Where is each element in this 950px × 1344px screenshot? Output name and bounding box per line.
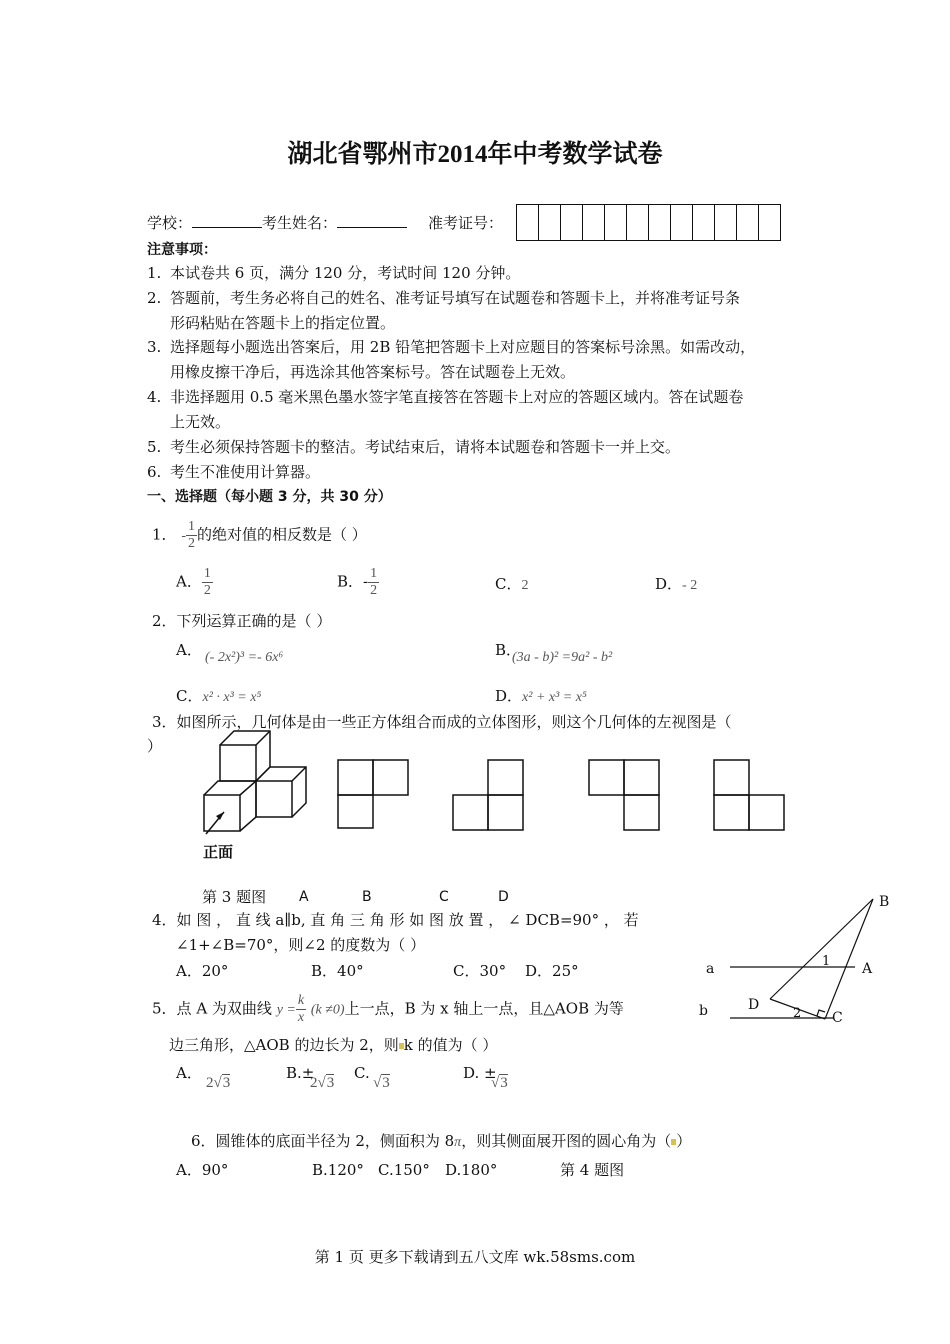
q5-option-a[interactable]: A． bbox=[176, 1064, 202, 1082]
name-label: 考生姓名： bbox=[262, 214, 338, 232]
q3-stem-close: ） bbox=[147, 737, 163, 755]
q5-option-b[interactable]: B.± bbox=[286, 1064, 315, 1082]
q2-option-c[interactable]: C．x² · x³ = x⁵ bbox=[176, 687, 262, 705]
q2-option-b-label[interactable]: B． bbox=[495, 641, 522, 659]
q6-option-a[interactable]: A．90° bbox=[176, 1161, 229, 1179]
q5-option-d[interactable]: D. ± bbox=[463, 1064, 497, 1082]
page-title: 湖北省鄂州市2014年中考数学试卷 bbox=[287, 141, 663, 168]
note-text-cont: 形码粘贴在答题卡上的指定位置。 bbox=[170, 314, 396, 332]
q3-label-d: D bbox=[498, 889, 509, 905]
q4-fig-label-d: D bbox=[748, 997, 760, 1013]
note-text: 答题前，考生务必将自己的姓名、准考证号填写在试题卷和答题卡上，并将准考证号条 bbox=[170, 289, 741, 307]
q4-caption: 第 4 题图 bbox=[560, 1161, 625, 1179]
q6-option-c[interactable]: C.150° bbox=[378, 1161, 430, 1179]
q5-option-b-value: 2√3 bbox=[310, 1075, 335, 1091]
q3-label-c: C bbox=[439, 889, 449, 905]
q4-option-c[interactable]: C．30° bbox=[453, 962, 507, 980]
q5-line2: 边三角形，△AOB 的边长为 2，则 k 的值为（ ） bbox=[169, 1036, 498, 1054]
note-item: 4. bbox=[147, 388, 162, 406]
q4-fig-label-b: B bbox=[879, 894, 890, 910]
note-text: 本试卷共 6 页，满分 120 分，考试时间 120 分钟。 bbox=[170, 264, 521, 282]
q4-fig-line-b: b bbox=[699, 1003, 708, 1019]
note-text-cont: 用橡皮擦干净后，再选涂其他答案标号。答在试题卷上无效。 bbox=[170, 363, 576, 381]
note-text-cont: 上无效。 bbox=[170, 413, 231, 431]
note-text: 考生必须保持答题卡的整洁。考试结束后，请将本试题卷和答题卡一并上交。 bbox=[170, 438, 681, 456]
id-label: 准考证号： bbox=[428, 214, 504, 232]
note-item: 6. bbox=[147, 463, 162, 481]
q4-fig-line-a: a bbox=[706, 961, 715, 977]
q2-option-a-expr: (- 2x²)³ =- 6x⁶ bbox=[205, 650, 284, 665]
note-item: 1. bbox=[147, 264, 162, 282]
q6-option-d[interactable]: D.180° bbox=[445, 1161, 498, 1179]
school-label: 学校： bbox=[147, 214, 193, 232]
q4-fig-label-a: A bbox=[862, 961, 873, 977]
q1-option-c[interactable]: C．2 bbox=[495, 575, 529, 593]
q6-stem: 6．圆锥体的底面半径为 2，侧面积为 8π，则其侧面展开图的圆心角为（ ） bbox=[191, 1132, 692, 1150]
student-info-row bbox=[147, 213, 407, 233]
notes-heading: 注意事项： bbox=[147, 242, 217, 258]
q3-option-a-figure[interactable] bbox=[337, 759, 412, 829]
q2-stem: 2．下列运算正确的是（ ） bbox=[152, 612, 332, 630]
q1-stem: 1． - $\frac{1}{2}$ 的绝对值的相反数是（ ） bbox=[152, 519, 367, 551]
q4-fig-label-c: C bbox=[832, 1010, 843, 1026]
q3-option-b-figure[interactable] bbox=[452, 759, 527, 831]
q3-option-d-figure[interactable] bbox=[713, 759, 788, 831]
school-blank[interactable] bbox=[192, 213, 262, 228]
q4-line2: ∠1+∠B=70°，则∠2 的度数为（ ） bbox=[176, 936, 426, 954]
note-item: 3. bbox=[147, 338, 162, 356]
q4-line1: 4．如 图 ， 直 线 a∥b, 直 角 三 角 形 如 图 放 置 ， ∠ DCB=90° ， 若 bbox=[152, 911, 639, 929]
q5-option-c[interactable]: C. bbox=[354, 1064, 370, 1082]
q4-option-b[interactable]: B．40° bbox=[311, 962, 364, 980]
q3-label-b: B bbox=[362, 889, 372, 905]
q3-front-label: 正面 bbox=[203, 843, 234, 861]
q2-option-a-label[interactable]: A． bbox=[176, 641, 202, 659]
q2-option-b-expr: (3a - b)² =9a² - b² bbox=[512, 650, 613, 665]
section1-heading: 一、选择题（每小题 3 分，共 30 分） bbox=[147, 489, 392, 505]
q5-option-a-value: 2√3 bbox=[206, 1075, 231, 1091]
q1-option-d[interactable]: D．- 2 bbox=[655, 575, 698, 593]
q5-option-c-value: √3 bbox=[373, 1075, 390, 1091]
note-text: 非选择题用 0.5 毫米黑色墨水签字笔直接答在答题卡上对应的答题区域内。答在试题卷 bbox=[170, 388, 744, 406]
id-boxes[interactable] bbox=[516, 204, 781, 241]
q3-stem: 3．如图所示，几何体是由一些正方体组合而成的立体图形，则这个几何体的左视图是（ bbox=[152, 713, 732, 731]
q5-option-d-value: √3 bbox=[491, 1075, 508, 1091]
note-item: 5. bbox=[147, 438, 162, 456]
q2-option-d[interactable]: D．x² + x³ = x⁵ bbox=[495, 687, 587, 705]
note-item: 2. bbox=[147, 289, 162, 307]
name-blank[interactable] bbox=[337, 213, 407, 228]
q4-fig-angle-1: 1 bbox=[822, 954, 831, 969]
page-footer: 第 1 页 更多下载请到五八文库 wk.58sms.com bbox=[314, 1248, 636, 1266]
q6-option-b[interactable]: B.120° bbox=[312, 1161, 364, 1179]
q4-option-a[interactable]: A．20° bbox=[176, 962, 229, 980]
q3-option-c-figure[interactable] bbox=[588, 759, 663, 831]
q1-option-a[interactable]: A． $\frac{1}{2}$ bbox=[176, 566, 211, 598]
q3-label-a: A bbox=[299, 889, 309, 905]
q3-caption: 第 3 题图 bbox=[202, 888, 267, 906]
q1-option-b[interactable]: B．- $\frac{1}{2}$ bbox=[337, 566, 378, 598]
q3-solid-figure bbox=[198, 728, 313, 836]
q4-fig-angle-2: 2 bbox=[793, 1006, 802, 1021]
note-text: 选择题每小题选出答案后，用 2B 铅笔把答题卡上对应题目的答案标号涂黑。如需改动， bbox=[170, 338, 756, 356]
note-text: 考生不准使用计算器。 bbox=[170, 463, 321, 481]
q5-line1: 5．点 A 为双曲线 y = $\frac{k}{x}$ (k ≠0)上一点，B 为 x 轴上一点，且△AOB 为等 bbox=[152, 993, 624, 1025]
q4-option-d[interactable]: D．25° bbox=[525, 962, 579, 980]
